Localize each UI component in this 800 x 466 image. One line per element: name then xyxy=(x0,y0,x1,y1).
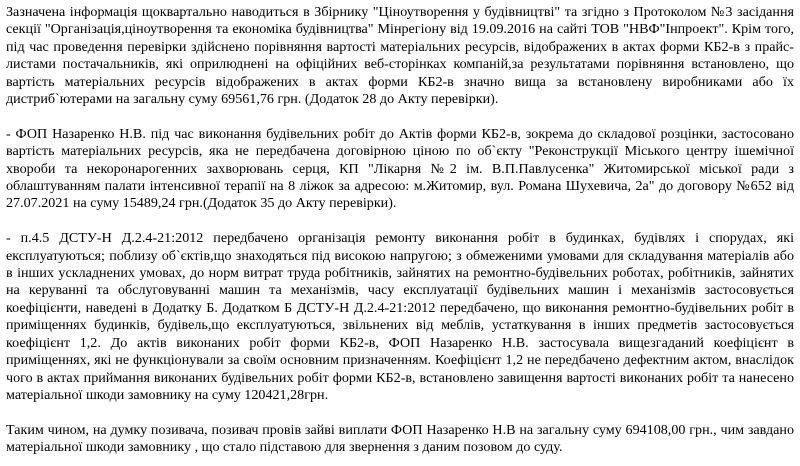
paragraph-coefficient: - п.4.5 ДСТУ-Н Д.2.4-21:2012 передбачено організація ремонту виконання робіт в будинках, будівлях і спорудах, які експлуатуються; поблизу об`єктів,що знаходяться під високою напругою; з обмеженими умовами для складування матеріалів або в інших ускладнених умовах, до норм витрат труда робітників, зайнятих на ремонтно-будівельних роботах, робітників, зайнятих на керуванні та обслуговуванні машин та механізмів, часу експлуатації будівельних машин і механізмів застосовується коефіцієнти, наведені в Додатку Б. Додатком Б ДСТУ-Н Д.2.4-21:2012 передбачено, що виконання ремонтно-будівельних робіт в приміщеннях будинків, будівель,що експлуатуються, звільнених від меблів, устаткування в інших предметів застосовується коефіцієнт 1,2. До актів виконаних робіт форми КБ2-в, ФОП Назаренко Н.В. застосувала вищезгаданий коефіцієнт в приміщеннях, які не функціонували за своїм основним призначенням. Коефіцієнт 1,2 не передбачено дефектним актом, внаслідок чого в актах приймання виконаних будівельних робіт форми КБ2-в, встановлено завищення вартості виконаних робіт та нанесено матеріальної шкоди замовнику на суму 120421,28грн. xyxy=(6,230,794,403)
paragraph-conclusion: Таким чином, на думку позивача, позивач провів зайві виплати ФОП Назаренко Н.В на загальну суму 694108,00 грн., чим завдано матеріальної шкоди замовнику , що стало підставою для звернення з даним позовом до суду. xyxy=(6,421,794,456)
paragraph-material-cost: - ФОП Назаренко Н.В. під час виконання будівельних робіт до Актів форми КБ2-в, зокрема до складової розцінки, застосовано вартість матеріальних ресурсів, яка не передбачена договірною ціною по об`єкту "Реконструкції Міського центру ішемічної хвороби та некоронарогенних захворювань серця, КП "Лікарня №2 ім. В.П.Павлусенка" Житомирської міської ради з облаштуванням палати інтенсивної терапії на 8 ліжок за адресою: м.Житомир, вул. Романа Шухевича, 2а" до договору №652 від 27.07.2021 на суму 15489,24 грн.(Додаток 35 до Акту перевірки). xyxy=(6,125,794,212)
paragraph-price-info: Зазначена інформація щоквартально наводиться в Збірнику "Ціноутворення у будівництві" та згідно з Протоколом №3 засідання секції "Організація,ціноутворення та економіка будівництва" Мінрегіону від 19.09.2016 на сайті ТОВ "НВФ"Інпроект". Крім того, під час проведення перевірки здійснено порівняння вартості матеріальних ресурсів, відображених в актах форми КБ2-в з прайс-листами постачальників, які оприлюднені на офіційних веб-сторінках компаній,за результатами порівняння встановлено, що вартість матеріальних ресурсів відображених в актах форми КБ2-в значно вища за встановлену виробниками або їх дистриб`ютерами на загальну суму 69561,76 грн. (Додаток 28 до Акту перевірки). xyxy=(6,4,794,108)
